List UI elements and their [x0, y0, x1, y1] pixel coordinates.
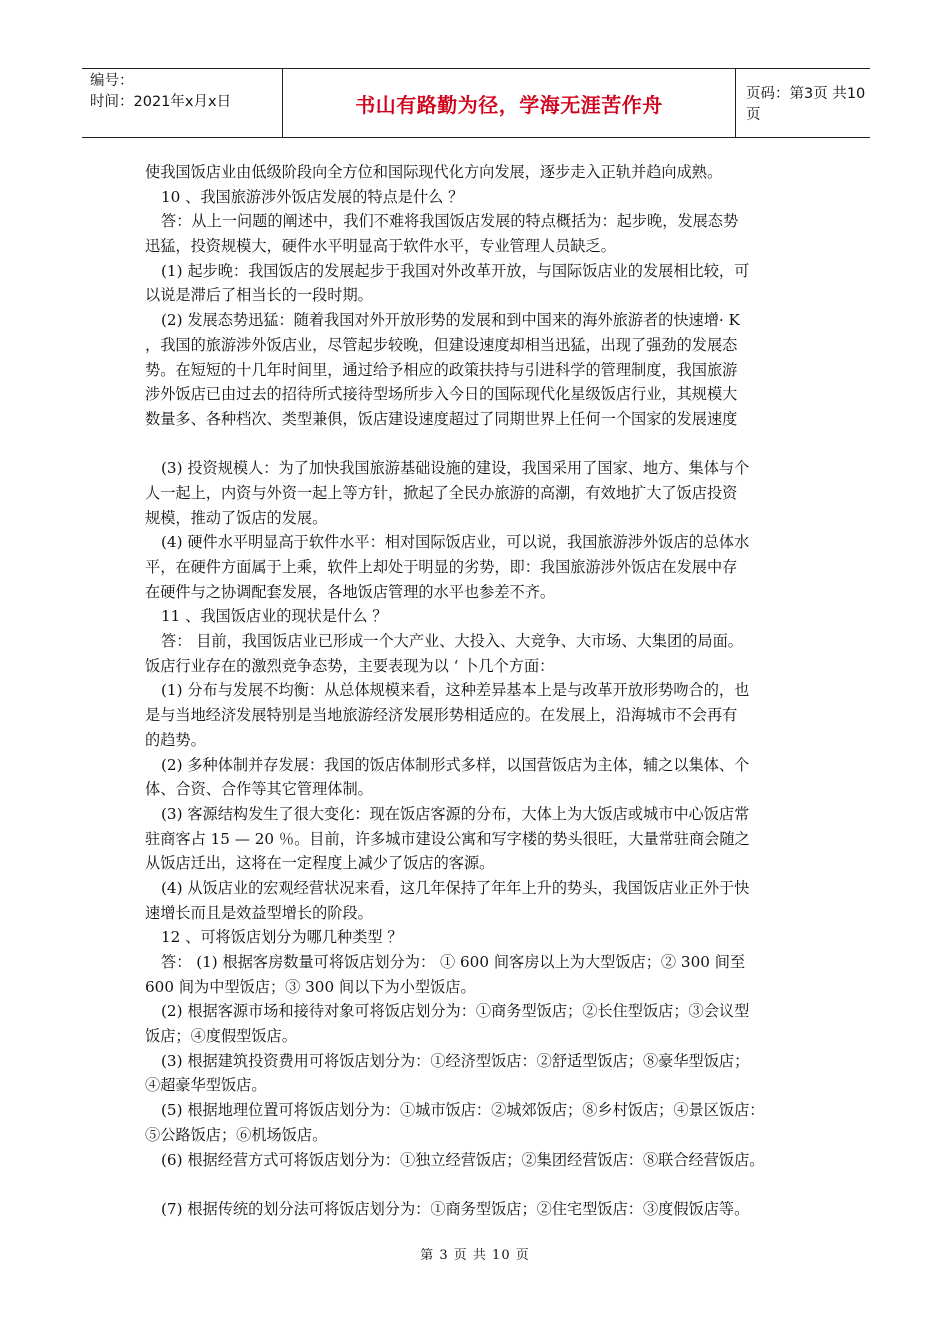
text-line: 规模，推动了饭店的发展。	[145, 508, 328, 527]
text-line: 12 、可将饭店划分为哪几种类型 ？	[161, 928, 403, 947]
motto-text: 书山有路勤为径，学海无涯苦作舟	[355, 92, 663, 117]
blank-line	[145, 1172, 815, 1197]
text-line: 答：从上一问题的阐述中，我们不难将我国饭店发展的特点概括为：起步晚，发展态势	[161, 212, 739, 231]
text-line: ⑤公路饭店；⑥机场饭店。	[145, 1125, 328, 1144]
text-line: (4) 硬件水平明显高于软件水平：相对国际饭店业，可以说，我国旅游涉外饭店的总体水	[161, 533, 750, 552]
header-table	[82, 68, 870, 138]
text-line: (2) 多种体制并存发展：我国的饭店体制形式多样，以国营饭店为主体，辅之以集体、个	[161, 755, 750, 774]
text-line: (3) 客源结构发生了很大变化：现在饭店客源的分布，大体上为大饭店或城市中心饭店常	[161, 804, 750, 823]
page-footer: 第 3 页 共 10 页	[420, 1248, 530, 1263]
text-line: 速增长而且是效益型增长的阶段。	[145, 903, 373, 922]
header-meta	[82, 69, 282, 137]
text-line: (1) 起步晚：我国饭店的发展起步于我国对外改革开放，与国际饭店业的发展相比较，可	[161, 261, 750, 280]
text-line: 10 、我国旅游涉外饭店发展的特点是什么 ？	[161, 187, 464, 206]
text-line: (2) 根据客源市场和接待对象可将饭店划分为：①商务型饭店；②长住型饭店；③会议型	[161, 1002, 750, 1021]
text-line: 是与当地经济发展特别是当地旅游经济发展形势相适应的。在发展上，沿海城市不会再有	[145, 706, 738, 725]
text-line: 使我国饭店业由低级阶段向全方位和国际现代化方向发展，逐步走入正轨并趋向成熟。	[145, 163, 723, 181]
text-line: 势。在短短的十几年时间里，通过给予相应的政策扶持与引进科学的管理制度，我国旅游	[145, 360, 738, 379]
text-line: 饭店行业存在的激烈竞争态势，主要表现为以 ‘ 卜几个方面：	[145, 656, 555, 675]
text-line: (2) 发展态势迅猛：随着我国对外开放形势的发展和到中国来的海外旅游者的快速增· K	[161, 311, 740, 330]
text-line: (7) 根据传统的划分法可将饭店划分为：①商务型饭店；②住宅型饭店：③度假饭店等。	[161, 1199, 750, 1218]
text-line: 从饭店迁出，这将在一定程度上减少了饭店的客源。	[145, 854, 495, 873]
text-line: 11 、我国饭店业的现状是什么 ？	[161, 607, 388, 626]
text-line: 人一起上，内资与外资一起上等方针，掀起了全民办旅游的高潮，有效地扩大了饭店投资	[145, 483, 738, 502]
text-line: 迅猛，投资规模大，硬件水平明显高于软件水平，专业管理人员缺乏。	[145, 237, 616, 256]
header-motto-cell	[282, 69, 736, 137]
header-page-cell	[736, 69, 870, 137]
text-line: ，我国的旅游涉外饭店业，尽管起步较晚，但建设速度却相当迅猛，出现了强劲的发展态	[145, 335, 738, 354]
text-line: 体、合资、合作等其它管理体制。	[145, 780, 373, 799]
text-line: 的趋势。	[145, 730, 206, 749]
text-line: 数量多、各种档次、类型兼俱，饭店建设速度超过了同期世界上任何一个国家的发展速度	[145, 409, 738, 428]
text-line: 涉外饭店已由过去的招待所式接待型场所步入今日的国际现代化星级饭店行业，其规模大	[145, 385, 738, 404]
blank-line	[145, 432, 815, 457]
text-line: (3) 投资规模人：为了加快我国旅游基础设施的建设，我国采用了国家、地方、集体与个	[161, 459, 750, 478]
doc-number-label: 编号：	[90, 73, 134, 89]
text-line: 饭店；④度假型饭店。	[145, 1027, 297, 1046]
text-line: (4) 从饭店业的宏观经营状况来看，这几年保持了年年上升的势头，我国饭店业正外于快	[161, 878, 750, 897]
text-line: 在硬件与之协调配套发展，各地饭店管理的水平也参差不齐。	[145, 582, 556, 601]
text-line: 答： 目前，我国饭店业已形成一个大产业、大投入、大竞争、大市场、大集团的局面。	[161, 632, 743, 651]
text-line: 以说是滞后了相当长的一段时期。	[145, 286, 373, 305]
text-line: 平，在硬件方面属于上乘，软件上却处于明显的劣势，即：我国旅游涉外饭店在发展中存	[145, 558, 738, 576]
text-line: ④超豪华型饭店。	[145, 1076, 267, 1095]
document-body	[145, 160, 815, 1222]
text-line: (1) 分布与发展不均衡：从总体规模来看，这种差异基本上是与改革开放形势吻合的，也	[161, 681, 750, 700]
text-line: 驻商客占 15 — 20 ％。目前，许多城市建设公寓和写字楼的势头很旺，大量常驻商会随之	[145, 829, 750, 848]
page-indicator: 页码：第3页 共10页	[746, 86, 866, 123]
text-line: (3) 根据建筑投资费用可将饭店划分为：①经济型饭店：②舒适型饭店；⑧豪华型饭店；	[161, 1051, 750, 1070]
doc-time-label: 时间：2021年x月x日	[90, 94, 232, 110]
text-line: (5) 根据地理位置可将饭店划分为：①城市饭店：②城郊饭店；⑧乡村饭店；④景区饭店：	[161, 1101, 765, 1120]
text-line: (6) 根据经营方式可将饭店划分为：①独立经营饭店；②集团经营饭店：⑧联合经营饭店。	[161, 1150, 765, 1169]
text-line: 答： (1) 根据客房数量可将饭店划分为： ① 600 间客房以上为大型饭店；② 300 间至	[161, 953, 746, 971]
text-line: 600 间为中型饭店；③ 300 间以下为小型饭店。	[145, 977, 476, 996]
